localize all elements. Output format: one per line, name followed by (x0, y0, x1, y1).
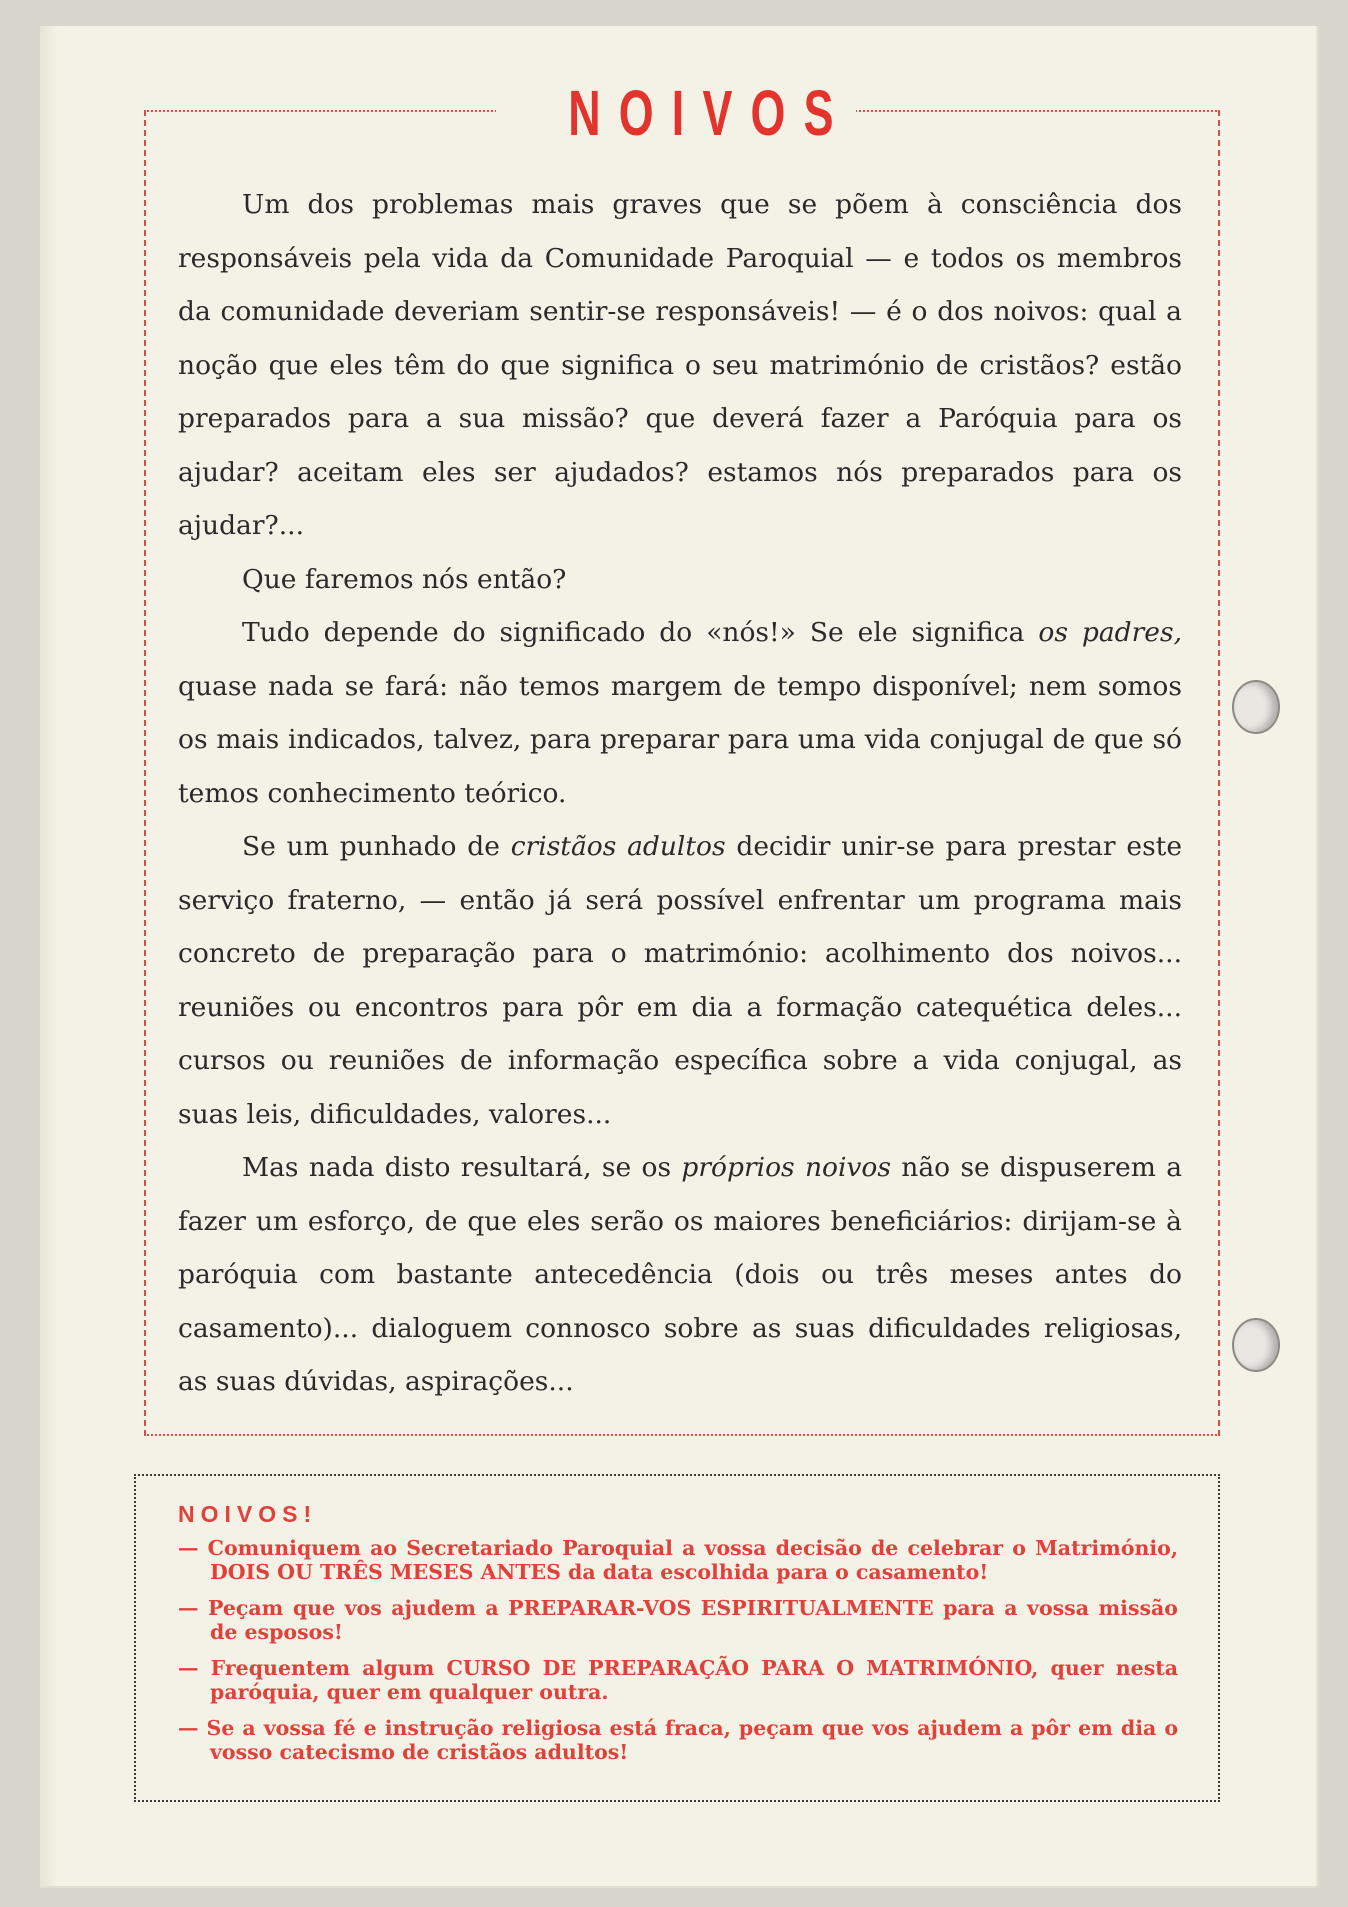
paragraph-5: Mas nada disto resultará, se os próprios noivos não se dispuserem a fazer um esforço, de que eles serão os maiores beneficiários: dirijam-se à paróquia com bastante antecedência (dois ou três meses antes do casamento)... dialoguem connosco sobre as suas dificuldades religiosas, as suas dúvidas, aspirações... (178, 1152, 1182, 1397)
callout-item-4: — Se a vossa fé e instrução religiosa está fraca, peçam que vos ajudem a pôr em dia o vosso catecismo de cristãos adultos! (178, 1716, 1178, 1764)
callout-item-3: — Frequentem algum CURSO DE PREPARAÇÃO PARA O MATRIMÓNIO, quer nesta paróquia, quer em qualquer outra. (178, 1656, 1178, 1704)
title-wrap (496, 78, 856, 148)
punch-hole-top (1232, 680, 1280, 734)
callout-item-2: — Peçam que vos ajudem a PREPARAR-VOS ESPIRITUALMENTE para a vossa missão de esposos! (178, 1596, 1178, 1644)
callout-item-1: — Comuniquem ao Secretariado Paroquial a vossa decisão de celebrar o Matrimónio, DOIS OU TRÊS MESES ANTES da data escolhida para o casamento! (178, 1536, 1178, 1584)
page-edge (40, 26, 58, 1886)
paragraph-3: Tudo depende do significado do «nós!» Se ele significa os padres, quase nada se fará: não temos margem de tempo disponível; nem somos os mais indicados, talvez, para preparar para uma vida conjugal de que só temos conhecimento teórico. (178, 617, 1183, 809)
paragraph-4: Se um punhado de cristãos adultos decidir unir-se para prestar este serviço fraterno, — então já será possível enfrentar um programa mais concreto de preparação para o matrimónio: acolhimento dos noivos... reuniões ou encontros para pôr em dia a formação catequética deles... cursos ou reuniões de informação específica sobre a vida conjugal, as suas leis, dificuldades, valores... (178, 831, 1182, 1130)
paragraph-1: Um dos problemas mais graves que se põem à consciência dos responsáveis pela vida da Comunidade Paroquial — e todos os membros da comunidade deveriam sentir-se responsáveis! — é o dos noivos: qual a noção que eles têm do que significa o seu matrimónio de cristãos? estão preparados para a sua missão? que deverá fazer a Paróquia para os ajudar? aceitam eles ser ajudados? estamos nós preparados para os ajudar?... (178, 189, 1182, 541)
callout-heading: NOIVOS! (178, 1501, 318, 1527)
paragraph-2: Que faremos nós então? (242, 563, 567, 595)
callout-content (178, 1502, 1178, 1776)
article-body (178, 178, 1182, 1409)
punch-hole-bottom (1232, 1318, 1280, 1372)
page-title: NOIVOS (568, 77, 852, 149)
